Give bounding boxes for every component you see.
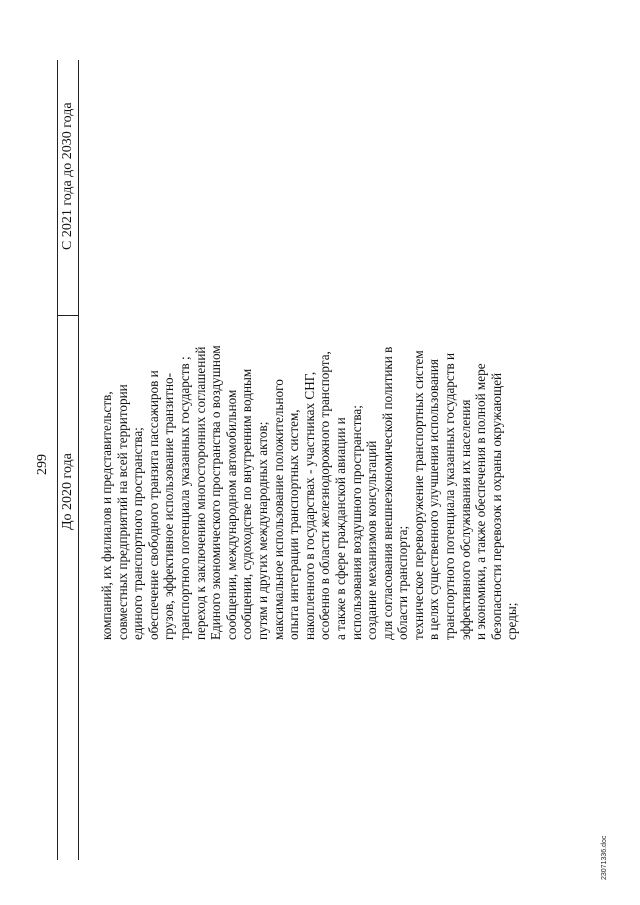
text-line: использования воздушного пространства; <box>348 405 364 640</box>
rotated-sheet <box>0 25 640 880</box>
text-line: в целях существенного улучшения использования <box>426 359 442 640</box>
table-header-bottom-rule <box>78 60 79 860</box>
text-line: и экономики, а также обеспечения в полной мере <box>473 363 489 640</box>
text-line: транспортного потенциала указанных государств и <box>442 352 458 640</box>
text-line: совместных предприятий на всей территории <box>114 384 130 640</box>
text-line: эффективного обслуживания их населения <box>457 399 473 640</box>
text-line: переход к заключению многосторонних соглашений <box>192 346 208 640</box>
text-line: безопасности перевозок и охраны окружающей <box>488 372 504 640</box>
text-line: для согласования внешнеэкономической политики в <box>379 346 395 640</box>
text-line: путям и других международных актов; <box>254 421 270 640</box>
text-line: грузов, эффективное использование транзитно- <box>161 372 177 640</box>
text-line: а также в сфере гражданской авиации и <box>332 417 348 640</box>
text-line: единого транспортного пространства; <box>130 427 146 640</box>
column-separator <box>57 315 78 316</box>
text-line: максимальное использование положительного <box>270 379 286 640</box>
table-header-top-rule <box>57 60 58 860</box>
text-line: техническое перевооружение транспортных систем <box>410 350 426 640</box>
document-file-code: 23071336.doc <box>601 835 608 880</box>
page-number: 299 <box>35 454 50 475</box>
text-line: особенно в области железнодорожного транспорта, <box>317 351 333 640</box>
text-line: среды; <box>504 602 520 640</box>
text-line: сообщении, международном автомобильном <box>223 389 239 640</box>
text-line: сообщении, судоходстве по внутренним водным <box>239 368 255 640</box>
column-header-2021-2030: С 2021 года до 2030 года <box>60 102 75 250</box>
text-line: транспортного потенциала указанных государств ; <box>176 356 192 640</box>
text-line: обеспечение свободного транзита пассажиров и <box>145 370 161 640</box>
text-line: Единого экономического пространства о воздушном <box>208 345 224 640</box>
column-header-until-2020: До 2020 года <box>60 453 75 530</box>
measures-text-block <box>99 220 520 640</box>
text-line: накопленного в государствах - участниках СНГ, <box>301 371 317 640</box>
text-line: компаний, их филиалов и представительств, <box>99 391 114 640</box>
text-line: области транспорта; <box>395 525 411 640</box>
text-line: создание механизмов консультаций <box>364 440 380 640</box>
text-line: опыта интеграции транспортных систем, <box>286 409 302 640</box>
